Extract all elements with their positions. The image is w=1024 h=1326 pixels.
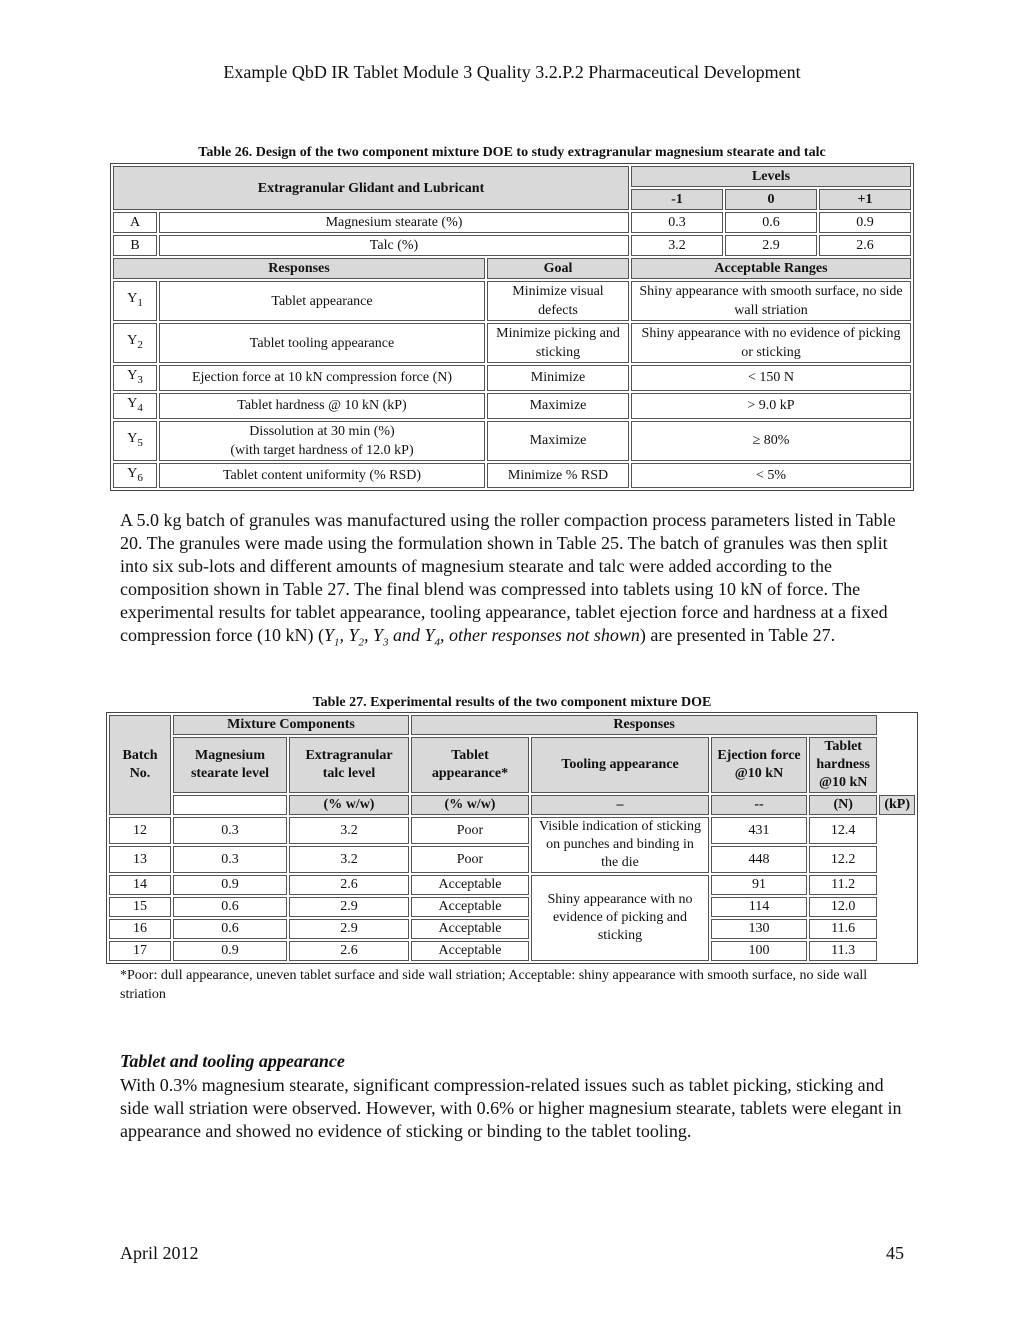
response-range: Shiny appearance with smooth surface, no side wall striation [631, 281, 911, 321]
table-row [113, 365, 911, 391]
tablet-appearance: Acceptable [411, 941, 529, 961]
table-row [113, 281, 911, 321]
batch-no: 16 [109, 919, 171, 939]
response-id: $Y_5$ [113, 421, 157, 461]
response-id: $Y_4$ [113, 393, 157, 419]
table-row [109, 897, 915, 917]
response-goal: Maximize [487, 421, 629, 461]
table-row [109, 875, 915, 895]
level-label: +1 [819, 189, 911, 210]
ejection-force: 114 [711, 897, 807, 917]
batch-no: 13 [109, 846, 171, 873]
unit-cell: -- [711, 795, 807, 815]
tablet-hardness: 12.0 [809, 897, 877, 917]
tablet-hardness: 12.2 [809, 846, 877, 873]
table-row [109, 846, 915, 873]
talc-level: 2.6 [289, 875, 409, 895]
response-goal: Minimize % RSD [487, 463, 629, 489]
response-id: $Y_6$ [113, 463, 157, 489]
response-range: Shiny appearance with no evidence of picking or sticking [631, 323, 911, 363]
table-row [113, 393, 911, 419]
factor-level: 0.6 [725, 212, 817, 233]
talc-level: 2.6 [289, 941, 409, 961]
batch-no: 17 [109, 941, 171, 961]
table-26-caption: Table 26. Design of the two component mixture DOE to study extragranular magnesium stearate and talc [198, 145, 826, 160]
factor-name: Magnesium stearate (%) [159, 212, 629, 233]
batch-no: 15 [109, 897, 171, 917]
talc-level: 3.2 [289, 817, 409, 844]
table-row [113, 323, 911, 363]
factor-header: Extragranular Glidant and Lubricant [113, 166, 629, 210]
response-name: Tablet appearance [159, 281, 485, 321]
factor-id: A [113, 212, 157, 233]
response-goal: Maximize [487, 393, 629, 419]
response-range: > 9.0 kP [631, 393, 911, 419]
batch-header: Batch No. [109, 715, 171, 815]
body-paragraph: With 0.3% magnesium stearate, significant compression-related issues such as tablet picking, sticking and side wall striation were observed. However, with 0.6% or higher magnesium stearate, tablets were elegant in appearance and showed no evidence of sticking or binding to the tablet tooling. [120, 1075, 902, 1141]
responses-header: Responses [411, 715, 877, 735]
response-name: Tablet hardness @ 10 kN (kP) [159, 393, 485, 419]
ranges-header: Acceptable Ranges [631, 258, 911, 279]
mgst-level: 0.6 [173, 897, 287, 917]
mgst-level: 0.3 [173, 817, 287, 844]
response-range: < 5% [631, 463, 911, 489]
unit-cell: (% w/w) [411, 795, 529, 815]
unit-cell: (% w/w) [289, 795, 409, 815]
table-row [113, 235, 911, 256]
tablet-appearance: Poor [411, 846, 529, 873]
tablet-appearance: Acceptable [411, 919, 529, 939]
mgst-level: 0.6 [173, 919, 287, 939]
table-row [109, 919, 915, 939]
ejection-force: 100 [711, 941, 807, 961]
table-27 [106, 712, 918, 964]
response-goal: Minimize [487, 365, 629, 391]
col-header: Tooling appearance [531, 737, 709, 793]
col-header: Tablet hardness @10 kN [809, 737, 877, 793]
tablet-appearance: Acceptable [411, 875, 529, 895]
unit-cell: (kP) [879, 795, 915, 815]
response-id: $Y_2$ [113, 323, 157, 363]
factor-name: Talc (%) [159, 235, 629, 256]
tablet-hardness: 11.3 [809, 941, 877, 961]
page-number: 45 [886, 1243, 904, 1263]
response-id: $Y_1$ [113, 281, 157, 321]
response-goal: Minimize visual defects [487, 281, 629, 321]
table-row [113, 421, 911, 461]
unit-cell [173, 795, 287, 815]
response-goal: Minimize picking and sticking [487, 323, 629, 363]
factor-level: 0.9 [819, 212, 911, 233]
level-label: -1 [631, 189, 723, 210]
talc-level: 3.2 [289, 846, 409, 873]
table-row [113, 212, 911, 233]
col-header: Magnesium stearate level [173, 737, 287, 793]
table-26 [110, 163, 914, 491]
page-header: Example QbD IR Tablet Module 3 Quality 3.2.P.2 Pharmaceutical Development [223, 62, 801, 82]
tablet-hardness: 11.2 [809, 875, 877, 895]
tablet-appearance: Poor [411, 817, 529, 844]
ejection-force: 448 [711, 846, 807, 873]
tooling-appearance: Visible indication of sticking on punches and binding in the die [531, 817, 709, 873]
tooling-appearance: Shiny appearance with no evidence of picking and sticking [531, 875, 709, 961]
goal-header: Goal [487, 258, 629, 279]
factor-level: 2.6 [819, 235, 911, 256]
response-name: Dissolution at 30 min (%) (with target hardness of 12.0 kP) [159, 421, 485, 461]
mgst-level: 0.9 [173, 941, 287, 961]
unit-cell: (N) [809, 795, 877, 815]
footer-date: April 2012 [120, 1243, 199, 1263]
mgst-level: 0.9 [173, 875, 287, 895]
body-paragraph: A 5.0 kg batch of granules was manufactured using the roller compaction process parameters listed in Table 20. The granules were made using the formulation shown in Table 25. The batch of granules was then split into six sub-lots and different amounts of magnesium stearate and talc were added according to the composition shown in Table 27. The final blend was compressed into tablets using 10 kN of force. The experimental results for tablet appearance, tooling appearance, tablet ejection force and hardness at a fixed compression force (10 kN) ($Y_1$, $Y_2$, $Y_3$ and $Y_4$, other responses not shown) are presented in Table 27. [120, 510, 896, 649]
table-row [109, 817, 915, 844]
section-heading: Tablet and tooling appearance [120, 1051, 345, 1071]
factor-id: B [113, 235, 157, 256]
col-header: Ejection force @10 kN [711, 737, 807, 793]
response-name: Tablet tooling appearance [159, 323, 485, 363]
table-row [113, 463, 911, 489]
ejection-force: 91 [711, 875, 807, 895]
response-name: Ejection force at 10 kN compression force (N) [159, 365, 485, 391]
table-row [109, 941, 915, 961]
factor-level: 3.2 [631, 235, 723, 256]
levels-header: Levels [631, 166, 911, 187]
batch-no: 12 [109, 817, 171, 844]
response-range: < 150 N [631, 365, 911, 391]
response-id: $Y_3$ [113, 365, 157, 391]
tablet-hardness: 12.4 [809, 817, 877, 844]
col-header: Extragranular talc level [289, 737, 409, 793]
ejection-force: 431 [711, 817, 807, 844]
mgst-level: 0.3 [173, 846, 287, 873]
table-footnote: *Poor: dull appearance, uneven tablet surface and side wall striation; Acceptable: shiny appearance with smooth surface, no side wall striation [120, 968, 868, 1002]
responses-header: Responses [113, 258, 485, 279]
mixture-header: Mixture Components [173, 715, 409, 735]
level-label: 0 [725, 189, 817, 210]
factor-level: 0.3 [631, 212, 723, 233]
batch-no: 14 [109, 875, 171, 895]
response-name: Tablet content uniformity (% RSD) [159, 463, 485, 489]
factor-level: 2.9 [725, 235, 817, 256]
talc-level: 2.9 [289, 919, 409, 939]
talc-level: 2.9 [289, 897, 409, 917]
tablet-hardness: 11.6 [809, 919, 877, 939]
response-range: ≥ 80% [631, 421, 911, 461]
unit-cell: – [531, 795, 709, 815]
col-header: Tablet appearance* [411, 737, 529, 793]
ejection-force: 130 [711, 919, 807, 939]
table-27-caption: Table 27. Experimental results of the two component mixture DOE [312, 695, 712, 710]
tablet-appearance: Acceptable [411, 897, 529, 917]
